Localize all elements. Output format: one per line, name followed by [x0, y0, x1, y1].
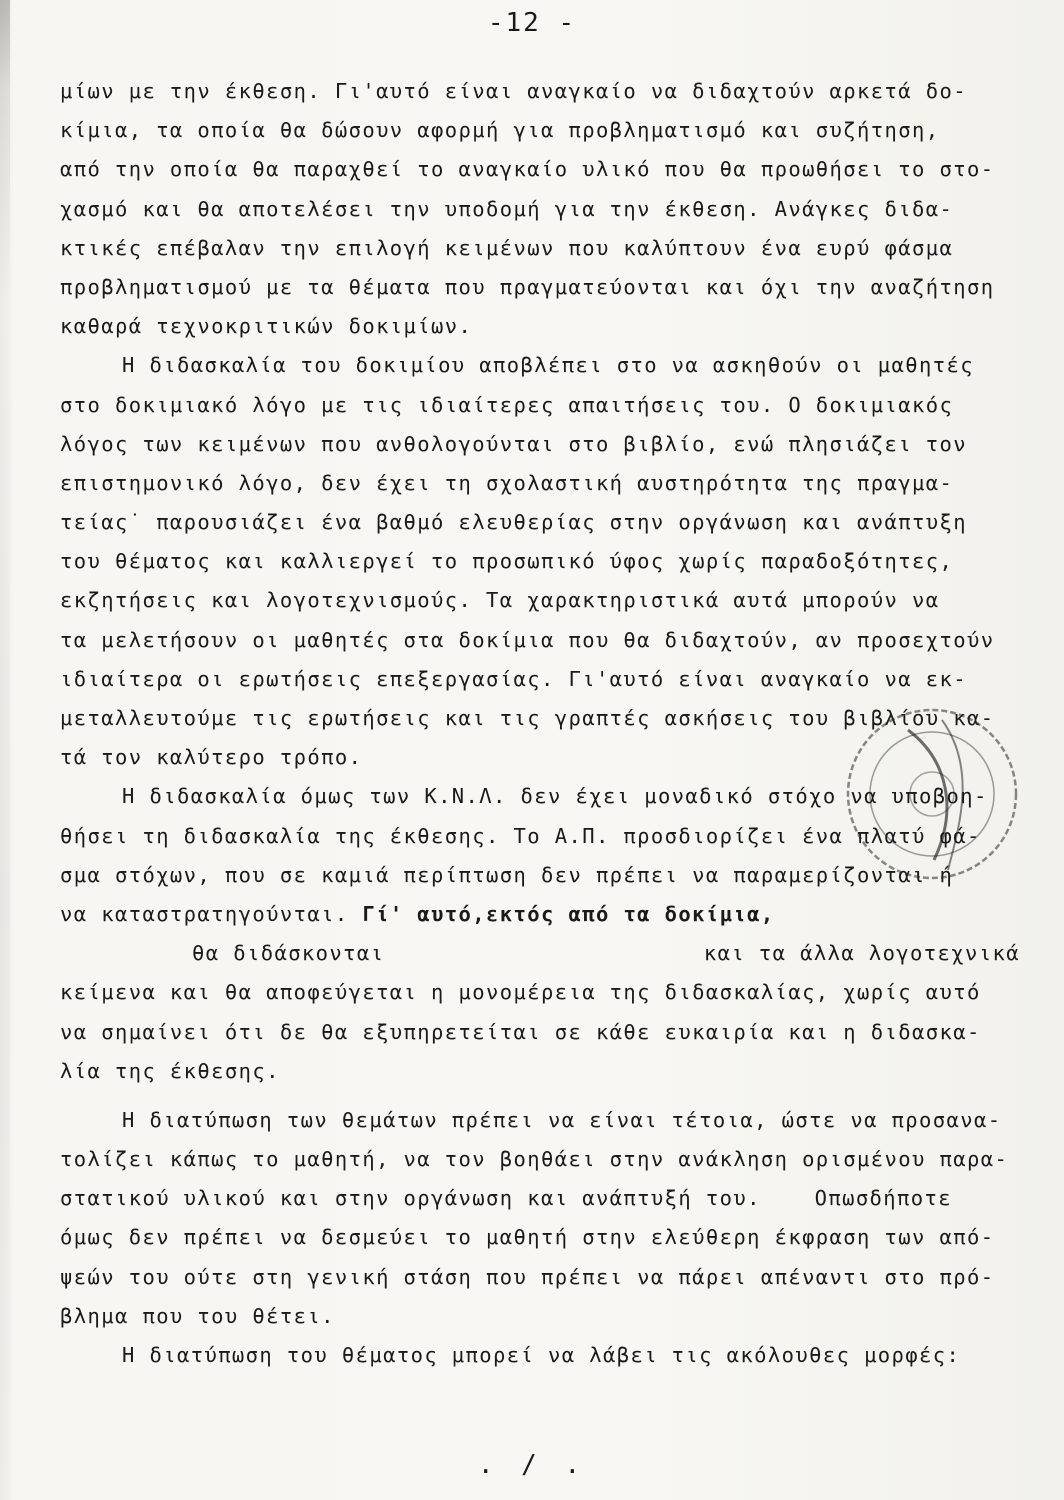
text-line-split	[60, 934, 1020, 973]
text-line: χασμό και θα αποτελέσει την υποδομή για την έκθεση. Ανάγκες διδα-	[60, 196, 954, 221]
text-line: τα μελετήσουν οι μαθητές στα δοκίμια που θα διδαχτούν, αν προσεχτούν	[60, 627, 995, 652]
paragraph-start-line: Η διδασκαλία όμως των Κ.Ν.Λ. δεν έχει μοναδικό στόχο να υποβοη-	[122, 784, 988, 809]
text-line: τά τον καλύτερο τρόπο.	[60, 745, 363, 770]
text-line: τολίζει κάπως το μαθητή, να τον βοηθάει στην ανάκληση ορισμένου παρα-	[60, 1147, 1009, 1172]
text-line: μεταλλευτούμε τις ερωτήσεις και τις γραπτές ασκήσεις του βιβλίου κα-	[60, 706, 995, 730]
text-line: να σημαίνει ότι δε θα εξυπηρετείται σε κάθε ευκαιρία και η διδασκα-	[60, 1019, 981, 1044]
text-line: τείας˙ παρουσιάζει ένα βαθμό ελευθερίας στην οργάνωση και ανάπτυξη	[60, 510, 967, 535]
text-segment-right: και τα άλλα λογοτεχνικά	[703, 941, 1020, 966]
text-line: ιδιαίτερα οι ερωτήσεις επεξεργασίας. Γι'αυτό είναι αναγκαίο να εκ-	[60, 666, 967, 691]
text-line: επιστημονικό λόγο, δεν έχει τη σχολαστική αυστηρότητα της πραγμα-	[60, 470, 954, 495]
text-line: σμα στόχων, που σε καμιά περίπτωση δεν πρέπει να παραμερίζονται ή	[60, 862, 954, 887]
text-line: προβληματισμού με τα θέματα που πραγματεύονται και όχι την αναζήτηση	[60, 274, 995, 299]
text-line: λία της έκθεσης.	[60, 1058, 280, 1083]
text-line: από την οποία θα παραχθεί το αναγκαίο υλικό που θα προωθήσει το στο-	[60, 157, 995, 182]
text-line: λόγος των κειμένων που ανθολογούνται στο βιβλίο, ενώ πλησιάζει τον	[60, 431, 967, 456]
paragraph-start-line: Η διδασκαλία του δοκιμίου αποβλέπει στο να ασκηθούν οι μαθητές	[122, 353, 975, 378]
text-segment: να καταστρατηγούνται.	[60, 901, 349, 926]
text-line: ψεών του ούτε στη γενική στάση που πρέπει να πάρει απέναντι στο πρό-	[60, 1264, 995, 1289]
text-line: κτικές επέβαλαν την επιλογή κειμένων που καλύπτουν ένα ευρύ φάσμα	[60, 235, 954, 260]
text-line: όμως δεν πρέπει να δεσμεύει το μαθητή στην ελεύθερη έκφραση των από-	[60, 1225, 995, 1250]
text-line: καθαρά τεχνοκριτικών δοκιμίων.	[60, 314, 473, 339]
text-line: στο δοκιμιακό λόγο με τις ιδιαίτερες απαιτήσεις του. Ο δοκιμιακός	[60, 392, 954, 417]
paragraph-start-line: Η διατύπωση του θέματος μπορεί να λάβει τις ακόλουθες μορφές:	[122, 1343, 961, 1367]
text-segment-left: θα διδάσκονται	[192, 941, 385, 966]
text-segment: στατικού υλικού και στην οργάνωση και ανάπτυξή του.	[60, 1186, 761, 1211]
text-line	[60, 1179, 1020, 1218]
text-line: του θέματος και καλλιεργεί το προσωπικό ύφος χωρίς παραδοξότητες,	[60, 549, 954, 574]
inserted-text-segment: Γί' αυτό,εκτός από τα δοκίμια,	[362, 901, 775, 926]
text-line: θήσει τη διδασκαλία της έκθεσης. Το Α.Π. προσδιορίζει ένα πλατύ φά-	[60, 823, 981, 848]
paragraph-start-line: Η διατύπωση των θεμάτων πρέπει να είναι τέτοια, ώστε να προσανα-	[122, 1107, 1002, 1132]
text-segment-right: Οπωσδήποτε	[814, 1186, 953, 1211]
text-line: εκζητήσεις και λογοτεχνισμούς. Τα χαρακτηριστικά αυτά μπορούν να	[60, 588, 940, 613]
text-line	[60, 895, 1020, 934]
page-binding-edge	[0, 0, 10, 1500]
page-number: -12 -	[487, 8, 577, 38]
text-line: κίμια, τα οποία θα δώσουν αφορμή για προβληματισμό και συζήτηση,	[60, 118, 940, 143]
continuation-mark: . / .	[477, 1450, 587, 1480]
official-stamp	[838, 700, 1026, 888]
text-line: κείμενα και θα αποφεύγεται η μονομέρεια της διδασκαλίας, χωρίς αυτό	[60, 980, 981, 1005]
text-line: μίων με την έκθεση. Γι'αυτό είναι αναγκαίο να διδαχτούν αρκετά δο-	[60, 79, 967, 103]
text-line: βλημα που του θέτει.	[60, 1303, 335, 1328]
